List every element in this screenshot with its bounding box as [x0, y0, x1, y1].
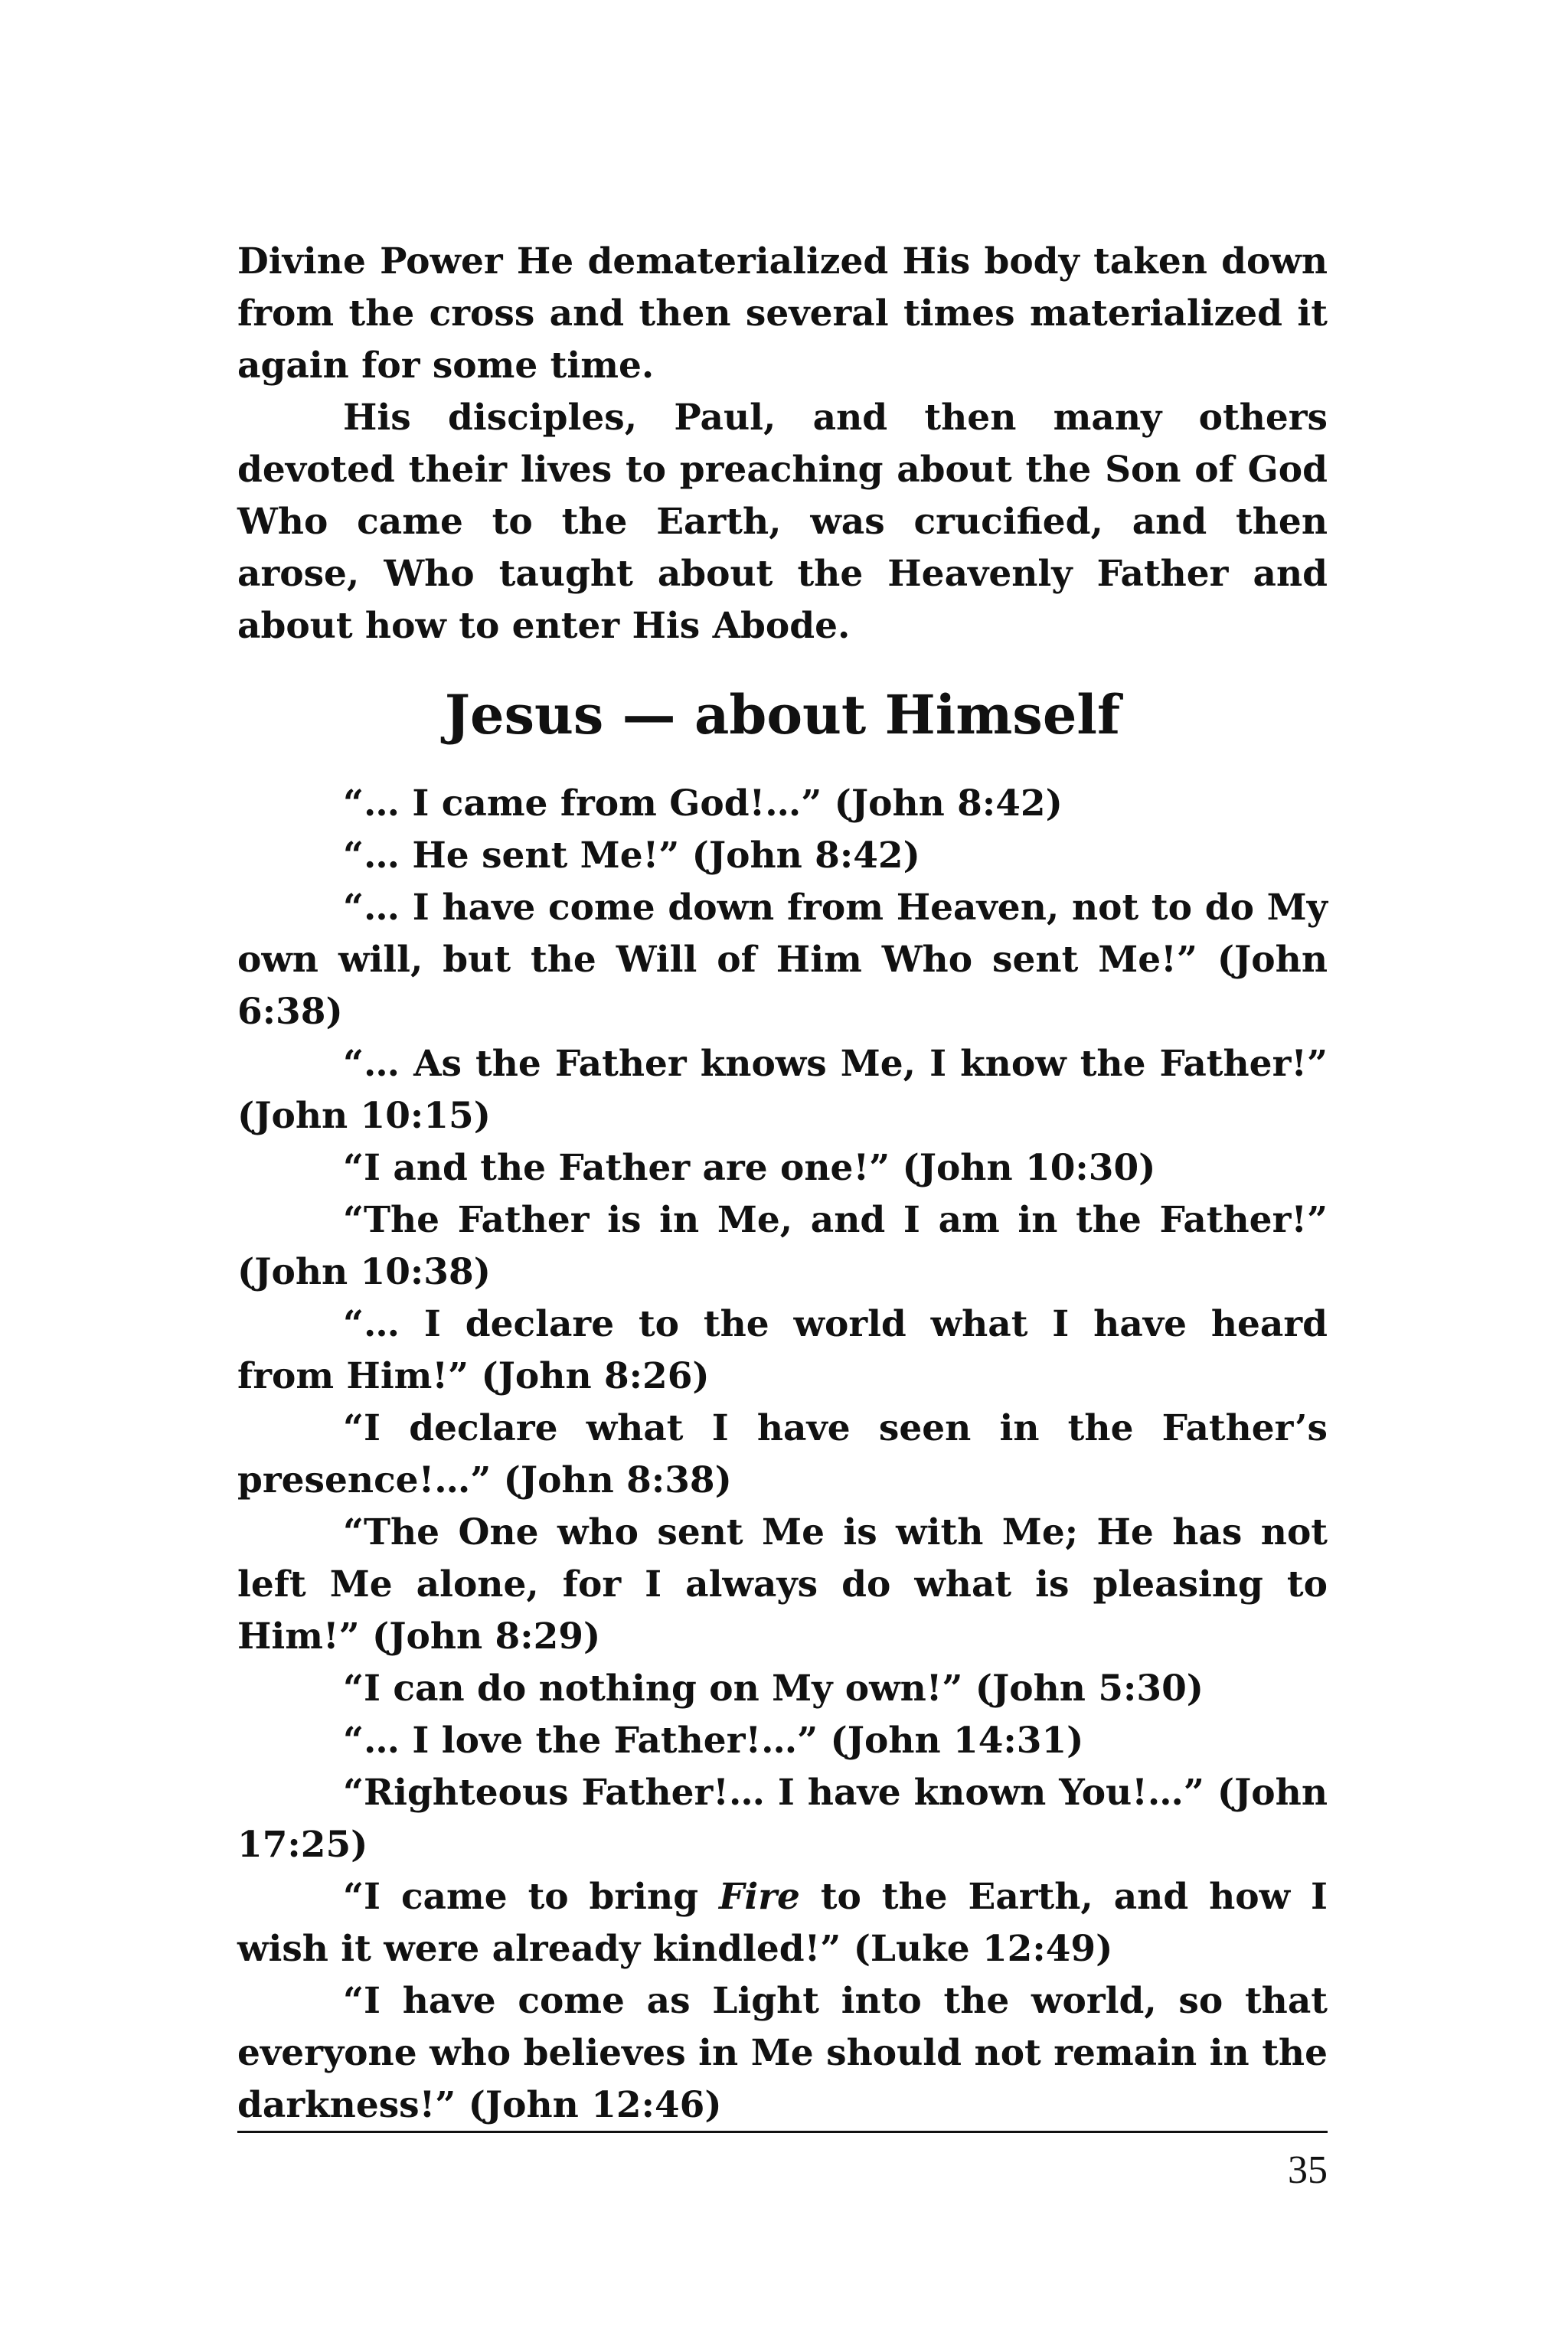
- quote-text: “I came to bring: [343, 1876, 719, 1918]
- quote-text: to the Earth, and how I wish it were already kindled!” (Luke 12:49): [237, 1876, 1328, 1970]
- intro-paragraph: Divine Power He dematerialized His body taken down from the cross and then several times materialized it again for some time.: [237, 240, 1328, 387]
- quote-paragraph: “Righteous Father!… I have known You!…” (John 17:25): [237, 1772, 1328, 1866]
- intro-paragraph: His disciples, Paul, and then many others devoted their lives to preaching about the Son of God Who came to the Earth, was crucified, and then arose, Who taught about the Heavenly Father and about how to enter His Abode.: [237, 397, 1328, 647]
- quote-paragraph: “I can do nothing on My own!” (John 5:30): [343, 1668, 1204, 1710]
- quote-paragraph: “I have come as Light into the world, so that everyone who believes in Me should not remain in the darkness!” (John 12:46): [237, 1980, 1328, 2126]
- body-text: [237, 236, 1328, 2132]
- page-number: 35: [1288, 2148, 1328, 2192]
- section-heading: Jesus — about Himself: [444, 683, 1121, 746]
- quote-paragraph: “… I declare to the world what I have heard from Him!” (John 8:26): [237, 1303, 1328, 1397]
- quote-paragraph: “I declare what I have seen in the Father’s presence!…” (John 8:38): [237, 1407, 1328, 1501]
- footer-rule: [237, 2131, 1328, 2133]
- quote-paragraph: “… I came from God!…” (John 8:42): [343, 782, 1063, 825]
- quote-paragraph: “… I have come down from Heaven, not to do My own will, but the Will of Him Who sent Me!” (John 6:38): [237, 887, 1328, 1033]
- quote-paragraph: “… I love the Father!…” (John 14:31): [343, 1720, 1084, 1762]
- quote-paragraph: “The Father is in Me, and I am in the Father!” (John 10:38): [237, 1199, 1328, 1293]
- emphasized-word: Fire: [719, 1876, 800, 1918]
- quote-paragraph-fire: [237, 1871, 1328, 1975]
- quote-paragraph: “… He sent Me!” (John 8:42): [343, 835, 920, 877]
- quote-paragraph: “… As the Father knows Me, I know the Father!” (John 10:15): [237, 1043, 1328, 1137]
- quote-paragraph: “I and the Father are one!” (John 10:30): [343, 1147, 1156, 1189]
- quote-paragraph: “The One who sent Me is with Me; He has not left Me alone, for I always do what is pleasing to Him!” (John 8:29): [237, 1511, 1328, 1658]
